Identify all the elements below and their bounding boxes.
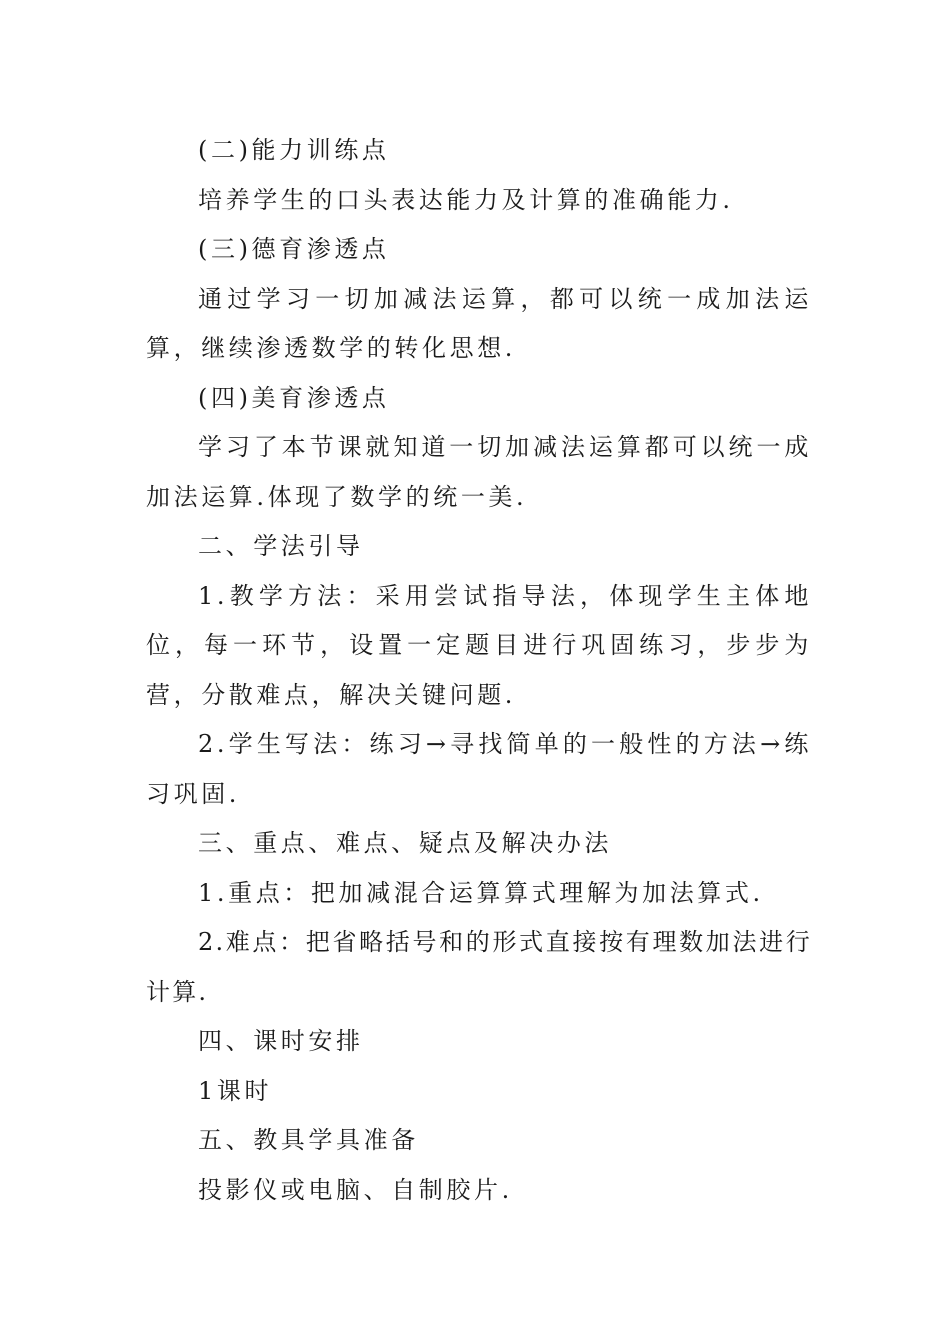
heading-key-points: 三、重点、难点、疑点及解决办法	[198, 829, 612, 857]
heading-aesthetic-education: (四)美育渗透点	[198, 383, 390, 412]
paragraph-learning-method: 2.学生写法：练习→寻找简单的一般性的方法→练习巩固.	[146, 730, 812, 808]
paragraph-moral-education: 通过学习一切加减法运算，都可以统一成加法运算，继续渗透数学的转化思想.	[146, 284, 812, 362]
paragraph-teaching-method: 1.教学方法：采用尝试指导法，体现学生主体地位，每一环节，设置一定题目进行巩固练习，步步为营，分散难点，解决关键问题.	[146, 581, 812, 709]
heading-teaching-aids: 五、教具学具准备	[198, 1126, 419, 1154]
heading-moral-education: (三)德育渗透点	[198, 235, 390, 263]
paragraph-teaching-aids: 投影仪或电脑、自制胶片.	[198, 1175, 513, 1204]
paragraph-aesthetic-education: 学习了本节课就知道一切加减法运算都可以统一成加法运算.体现了数学的统一美.	[146, 433, 812, 511]
paragraph-class-hours: 1课时	[198, 1076, 273, 1105]
heading-class-schedule: 四、课时安排	[198, 1027, 364, 1055]
paragraph-ability-training: 培养学生的口头表达能力及计算的准确能力.	[198, 185, 734, 214]
paragraph-difficult-point: 2.难点：把省略括号和的形式直接按有理数加法进行计算.	[146, 928, 812, 1006]
heading-study-guidance: 二、学法引导	[198, 532, 364, 560]
heading-ability-training: (二)能力训练点	[198, 136, 390, 164]
document-body	[146, 126, 812, 1215]
paragraph-key-point: 1.重点：把加减混合运算算式理解为加法算式.	[198, 878, 764, 907]
